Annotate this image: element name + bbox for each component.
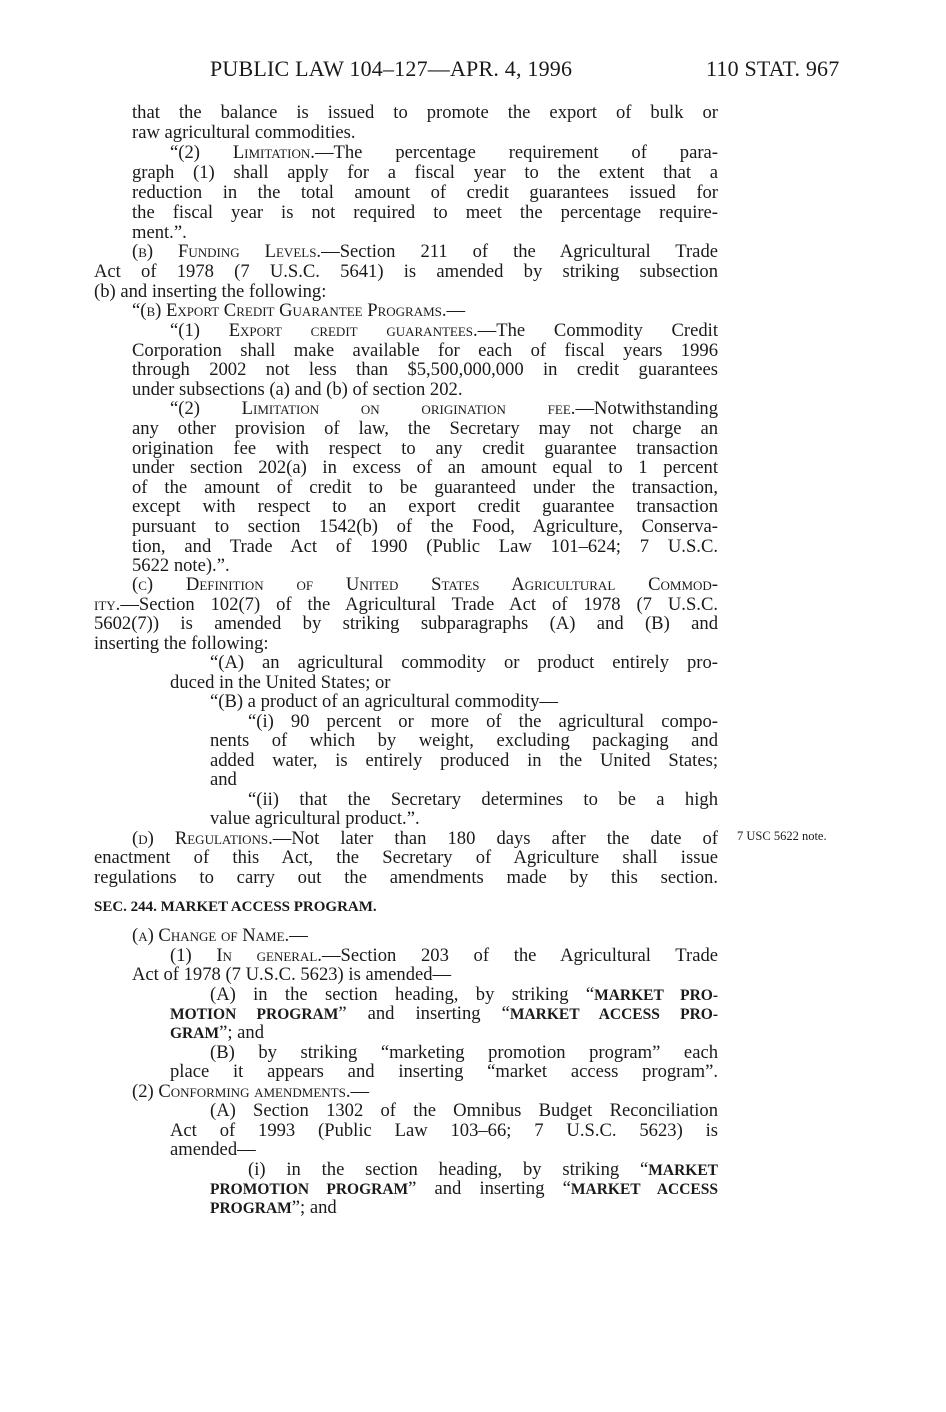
line-text: (A) in the section heading, by striking “ [210, 984, 595, 1005]
paragraph-heading: “(1) Export credit guarantees. [170, 320, 478, 341]
text-line [132, 301, 718, 321]
text-line [132, 926, 718, 946]
text-line [210, 653, 718, 673]
text-line [132, 439, 718, 459]
text-line [132, 341, 718, 361]
text-line [210, 731, 718, 751]
line-text: duced in the United States; or [170, 672, 391, 693]
text-line [132, 1082, 718, 1102]
line-text: —Notwithstanding [575, 398, 718, 419]
text-line [132, 223, 718, 243]
bold-term: MARKET [648, 1162, 718, 1179]
line-text: nents of which by weight, excluding packaging and [210, 730, 718, 751]
text-line [132, 829, 718, 849]
line-text: that the balance is issued to promote the export of bulk or [132, 102, 718, 123]
text-line [132, 360, 718, 380]
line-text: place it appears and inserting “market access program”. [170, 1061, 718, 1082]
text-line [210, 1101, 718, 1121]
line-text: Act of 1978 (7 U.S.C. 5641) is amended by striking subsection [94, 261, 718, 282]
line-text: —Not later than 180 days after the date of [272, 828, 719, 849]
bold-term: MARKET PRO- [594, 987, 718, 1004]
text-line [210, 809, 718, 829]
bold-term: MARKET ACCESS PRO- [509, 1006, 718, 1023]
bold-term: PROMOTION PROGRAM [210, 1181, 409, 1198]
line-text: —Section 102(7) of the Agricultural Trade Act of 1978 (7 U.S.C. [120, 594, 718, 615]
text-line [94, 614, 718, 634]
paragraph-heading: (1) In general. [170, 945, 322, 966]
line-text: enactment of this Act, the Secretary of Agriculture shall issue [94, 847, 718, 868]
line-text: — [350, 1081, 370, 1102]
paragraph-heading: ity. [94, 594, 121, 615]
text-line [132, 517, 718, 537]
line-text: “(ii) that the Secretary determines to be a high [248, 789, 718, 810]
text-line [170, 321, 718, 341]
line-text: Corporation shall make available for each of fiscal years 1996 [132, 340, 718, 361]
line-text: under subsections (a) and (b) of section 202. [132, 379, 463, 400]
section-heading: SEC. 244. MARKET ACCESS PROGRAM. [94, 899, 377, 915]
line-text: under section 202(a) in excess of an amount equal to 1 percent [132, 457, 718, 478]
line-text: ”; and [291, 1197, 337, 1218]
text-line [132, 242, 718, 262]
line-text: pursuant to section 1542(b) of the Food, Agriculture, Conserva- [132, 516, 718, 537]
line-text: through 2002 not less than $5,500,000,000 in credit guarantees [132, 359, 718, 380]
paragraph-heading: (b) Funding Levels. [132, 241, 322, 262]
line-text: “(A) an agricultural commodity or product entirely pro- [210, 652, 718, 673]
bold-term: MOTION PROGRAM [170, 1006, 339, 1023]
text-line [210, 1179, 718, 1200]
paragraph-heading: (2) Conforming amendments. [132, 1081, 351, 1102]
text-line [170, 143, 718, 163]
line-text: —The Commodity Credit [477, 320, 718, 341]
text-line [132, 478, 718, 498]
text-line [94, 848, 718, 868]
text-line [132, 965, 718, 985]
line-text: ” and inserting “ [408, 1178, 571, 1199]
paragraph-heading: (a) Change of Name. [132, 925, 290, 946]
line-text: graph (1) shall apply for a fiscal year to the extent that a [132, 162, 718, 183]
line-text: regulations to carry out the amendments made by this section. [94, 867, 718, 888]
bold-term: GRAM [170, 1025, 220, 1042]
paragraph-heading: “(2) Limitation. [170, 142, 315, 163]
line-text: amended— [170, 1139, 256, 1160]
text-line [132, 103, 718, 123]
text-line [132, 380, 718, 400]
line-text: added water, is entirely produced in the United States; [210, 750, 718, 771]
text-line [170, 1062, 718, 1082]
text-line [170, 399, 718, 419]
paragraph-heading: (c) Definition of United States Agricultural Commod- [132, 574, 718, 595]
text-line [132, 556, 718, 576]
text-line [132, 537, 718, 557]
line-text: “(i) 90 percent or more of the agricultural compo- [248, 711, 718, 732]
text-line [132, 497, 718, 517]
text-line [132, 575, 718, 595]
line-text: (B) by striking “marketing promotion program” each [210, 1042, 718, 1063]
line-text: ” and inserting “ [338, 1003, 510, 1024]
page-number: 110 STAT. 967 [706, 56, 840, 81]
bold-term: PROGRAM [210, 1200, 292, 1217]
text-line [170, 673, 718, 693]
line-text: —Section 203 of the Agricultural Trade [321, 945, 718, 966]
line-text: 5622 note).”. [132, 555, 230, 576]
text-line [210, 692, 718, 712]
line-text: (A) Section 1302 of the Omnibus Budget Reconciliation [210, 1100, 718, 1121]
line-text: and [210, 769, 237, 790]
text-line [94, 868, 718, 888]
text-line [132, 203, 718, 223]
running-header: PUBLIC LAW 104–127—APR. 4, 1996 [210, 56, 573, 81]
text-line [132, 458, 718, 478]
bold-term: MARKET ACCESS [570, 1181, 718, 1198]
text-line [132, 163, 718, 183]
line-text: of the amount of credit to be guaranteed under the transaction, [132, 477, 718, 498]
line-text: any other provision of law, the Secretary may not charge an [132, 418, 718, 439]
line-text: except with respect to an export credit guarantee transaction [132, 496, 718, 517]
text-line [132, 419, 718, 439]
text-line [94, 595, 718, 615]
line-text: origination fee with respect to any credit guarantee transaction [132, 438, 718, 459]
text-line [170, 1023, 718, 1044]
line-text: the fiscal year is not required to meet the percentage require- [132, 202, 718, 223]
text-line [170, 1140, 718, 1160]
line-text: Act of 1993 (Public Law 103–66; 7 U.S.C. 5623) is [170, 1120, 718, 1141]
text-line [94, 634, 718, 654]
line-text: Act of 1978 (7 U.S.C. 5623) is amended— [132, 964, 452, 985]
line-text: raw agricultural commodities. [132, 122, 356, 143]
line-text: — [289, 925, 308, 946]
text-line [132, 183, 718, 203]
text-line [248, 790, 718, 810]
paragraph-heading: (d) Regulations. [132, 828, 273, 849]
paragraph-heading: “(2) Limitation on origination fee. [170, 398, 576, 419]
text-line [132, 123, 718, 143]
margin-citation: 7 USC 5622 note. [737, 829, 827, 843]
line-text: — [446, 300, 466, 321]
text-line [210, 1198, 718, 1219]
line-text: —The percentage requirement of para- [314, 142, 718, 163]
line-text: 5602(7)) is amended by striking subparagraphs (A) and (B) and [94, 613, 718, 634]
line-text: —Section 211 of the Agricultural Trade [321, 241, 718, 262]
text-line [210, 751, 718, 771]
text-line [94, 262, 718, 282]
line-text: inserting the following: [94, 633, 269, 654]
line-text: tion, and Trade Act of 1990 (Public Law 101–624; 7 U.S.C. [132, 536, 718, 557]
line-text: “(B) a product of an agricultural commodity— [210, 691, 559, 712]
line-text: ”; and [219, 1022, 264, 1043]
line-text: ment.”. [132, 222, 187, 243]
text-line [170, 1121, 718, 1141]
text-line [94, 282, 718, 302]
text-line [248, 712, 718, 732]
paragraph-heading: “(b) Export Credit Guarantee Programs. [132, 300, 447, 321]
line-text: value agricultural product.”. [210, 808, 420, 829]
line-text: reduction in the total amount of credit guarantees issued for [132, 182, 718, 203]
text-line [210, 770, 718, 790]
line-text: (i) in the section heading, by striking “ [248, 1159, 649, 1180]
line-text: (b) and inserting the following: [94, 281, 327, 302]
text-line [210, 1043, 718, 1063]
text-line [170, 946, 718, 966]
